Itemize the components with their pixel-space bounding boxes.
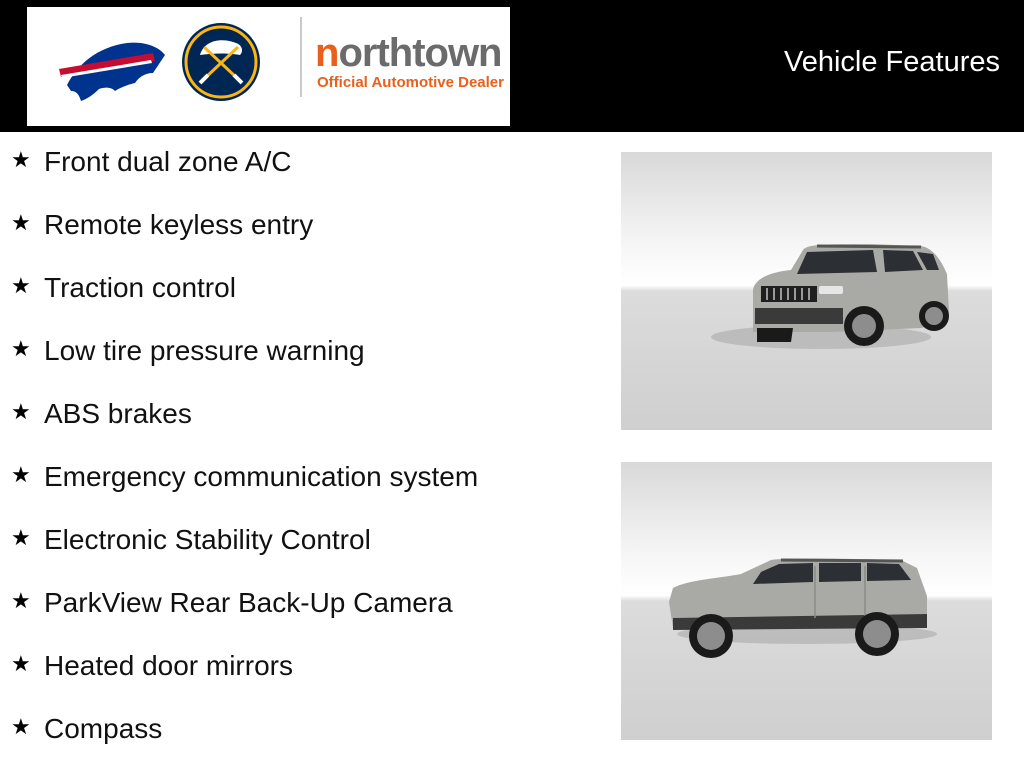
feature-text: Heated door mirrors bbox=[44, 650, 293, 681]
feature-item bbox=[0, 715, 600, 755]
star-icon: ★ bbox=[11, 400, 31, 425]
star-icon: ★ bbox=[11, 463, 31, 488]
bills-logo-icon bbox=[57, 25, 169, 103]
dealer-logo-banner[interactable] bbox=[27, 7, 510, 126]
feature-item bbox=[0, 463, 600, 503]
feature-item bbox=[0, 526, 600, 566]
star-icon: ★ bbox=[11, 715, 31, 740]
star-icon: ★ bbox=[11, 211, 31, 236]
feature-text: Compass bbox=[44, 713, 163, 744]
star-icon: ★ bbox=[11, 337, 31, 362]
feature-text: ABS brakes bbox=[44, 398, 192, 429]
star-icon: ★ bbox=[11, 274, 31, 299]
feature-text: Traction control bbox=[44, 272, 236, 303]
feature-text: ParkView Rear Back-Up Camera bbox=[44, 587, 453, 618]
feature-item bbox=[0, 211, 600, 251]
star-icon: ★ bbox=[11, 589, 31, 614]
feature-item bbox=[0, 274, 600, 314]
star-icon: ★ bbox=[11, 652, 31, 677]
dealer-name: northtown bbox=[315, 31, 502, 75]
star-icon: ★ bbox=[11, 526, 31, 551]
feature-text: Electronic Stability Control bbox=[44, 524, 371, 555]
header-bar bbox=[0, 0, 1024, 132]
feature-item bbox=[0, 589, 600, 629]
feature-text: Remote keyless entry bbox=[44, 209, 314, 240]
vehicle-photo-front[interactable] bbox=[621, 152, 992, 430]
feature-text: Emergency communication system bbox=[44, 461, 479, 492]
logo-divider bbox=[300, 17, 302, 97]
feature-item bbox=[0, 400, 600, 440]
suv-front-illustration bbox=[621, 152, 992, 430]
feature-item bbox=[0, 148, 600, 188]
feature-text: Front dual zone A/C bbox=[44, 146, 292, 177]
sabres-logo-icon bbox=[180, 21, 262, 103]
feature-item bbox=[0, 652, 600, 692]
page-title: Vehicle Features bbox=[783, 46, 1000, 78]
vehicle-photo-side[interactable] bbox=[621, 462, 992, 740]
star-icon: ★ bbox=[11, 148, 31, 173]
dealer-tagline: Official Automotive Dealer bbox=[317, 74, 504, 91]
suv-side-illustration bbox=[621, 462, 992, 740]
feature-item bbox=[0, 337, 600, 377]
feature-text: Low tire pressure warning bbox=[44, 335, 365, 366]
